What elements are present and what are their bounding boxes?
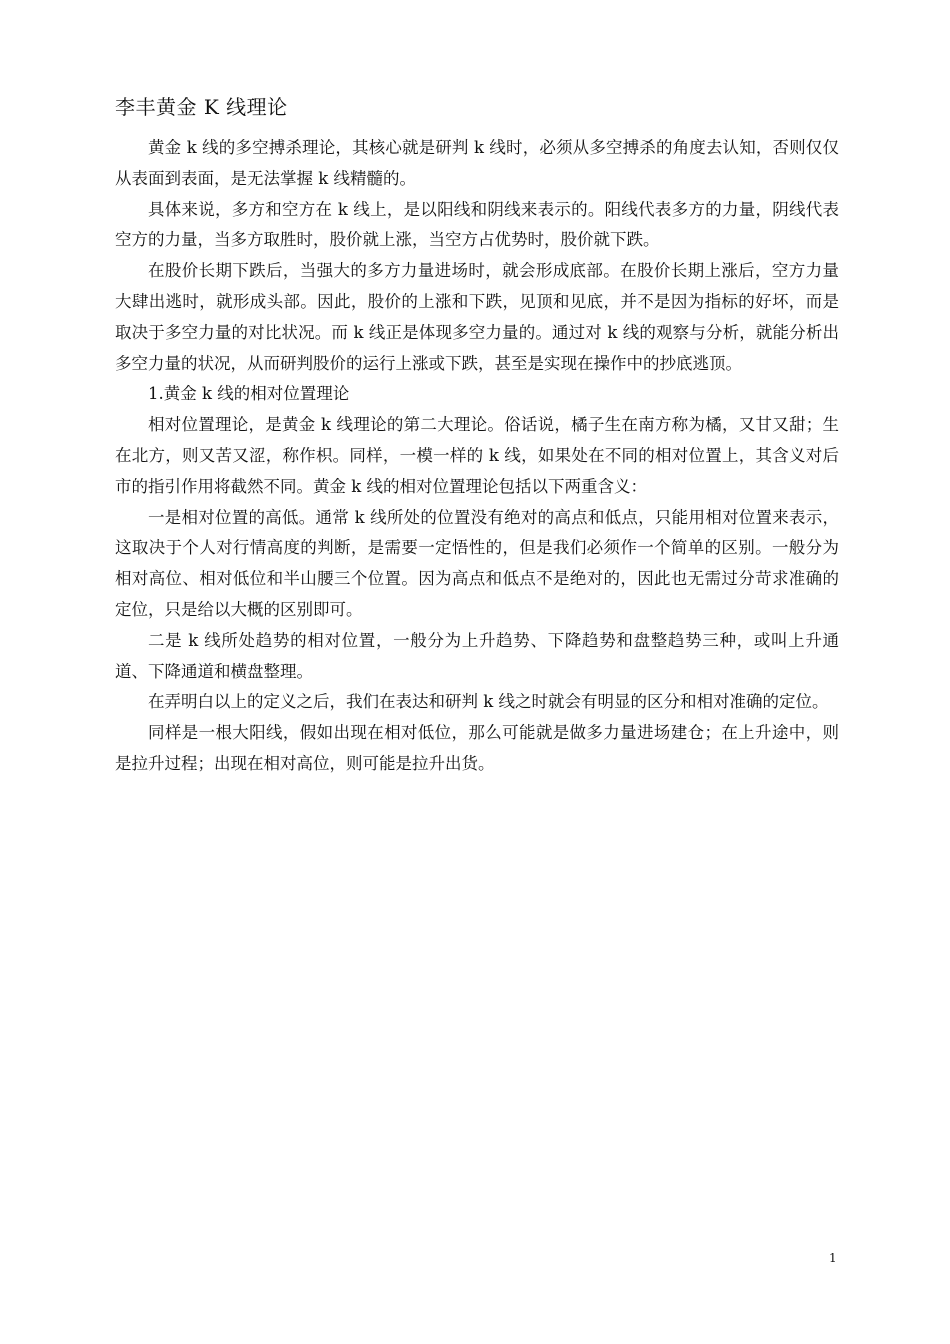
document-page xyxy=(115,92,839,780)
paragraph-top-bottom-formation: 在股价长期下跌后，当强大的多方力量进场时，就会形成底部。在股价长期上涨后，空方力量大肆出逃时，就形成头部。因此，股价的上涨和下跌，见顶和见底，并不是因为指标的好坏，而是取决于多空力量的对比状况。而 k 线正是体现多空力量的。通过对 k 线的观察与分析，就能分析出多空力量的状况，从而研判股价的运行上涨或下跌，甚至是实现在操作中的抄底逃顶。 xyxy=(115,261,839,373)
paragraph-big-yang-example: 同样是一根大阳线，假如出现在相对低位，那么可能就是做多力量进场建仓；在上升途中，则是拉升过程；出现在相对高位，则可能是拉升出货。 xyxy=(115,723,839,773)
page-number: 1 xyxy=(829,1251,837,1265)
section-heading-relative-position: 1.黄金 k 线的相对位置理论 xyxy=(148,384,350,404)
paragraph-definition-summary: 在弄明白以上的定义之后，我们在表达和研判 k 线之时就会有明显的区分和相对准确的定位。 xyxy=(148,692,829,712)
paragraph-trend-position: 二是 k 线所处趋势的相对位置，一般分为上升趋势、下降趋势和盘整趋势三种，或叫上升通道、下降通道和横盘整理。 xyxy=(115,630,839,681)
document-title: 李丰黄金 K 线理论 xyxy=(115,95,288,119)
paragraph-high-low-position: 一是相对位置的高低。通常 k 线所处的位置没有绝对的高点和低点，只能用相对位置来表示，这取决于个人对行情高度的判断，是需要一定悟性的，但是我们必须作一个简单的区别。一般分为相对高位、相对低位和半山腰三个位置。因为高点和低点不是绝对的，因此也无需过分苛求准确的定位，只是给以大概的区别即可。 xyxy=(115,507,839,619)
paragraph-yang-yin-lines: 具体来说，多方和空方在 k 线上，是以阳线和阴线来表示的。阳线代表多方的力量，阴线代表空方的力量，当多方取胜时，股价就上涨，当空方占优势时，股价就下跌。 xyxy=(115,199,839,250)
paragraph-kline-battle-theory: 黄金 k 线的多空搏杀理论，其核心就是研判 k 线时，必须从多空搏杀的角度去认知，否则仅仅从表面到表面，是无法掌握 k 线精髓的。 xyxy=(115,138,839,188)
paragraph-relative-position-theory: 相对位置理论，是黄金 k 线理论的第二大理论。俗话说，橘子生在南方称为橘，又甘又甜；生在北方，则又苦又涩，称作枳。同样，一模一样的 k 线，如果处在不同的相对位置上，其含义对后市的指引作用将截然不同。黄金 k 线的相对位置理论包括以下两重含义： xyxy=(115,415,839,496)
